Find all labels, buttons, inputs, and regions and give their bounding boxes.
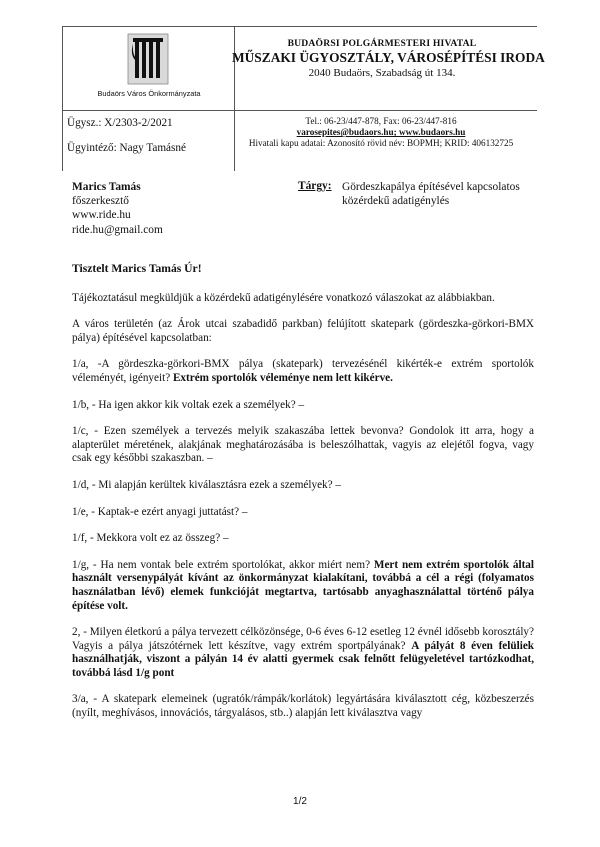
office-block — [232, 38, 545, 79]
case-number: Ügysz.: X/2303-2/2021 — [67, 117, 173, 129]
question-3a: 3/a, - A skatepark elemeinek (ugratók/rámpák/korlátok) legyártására kiválasztott cég, közbeszerzés (nyílt, meghívásos, innovációs, tárgyalásos, stb..) alapján lett kiválasztva vagy — [72, 693, 534, 720]
addressee-block — [72, 180, 163, 237]
question-text: 2, - Milyen életkorú a pálya tervezett célközönsége, 0-6 éves 6-12 esetleg 12 évnél idősebb korosztály? Vagyis a pálya játszótérnek lett készítve, vagy extrém sportpályának? — [72, 626, 534, 652]
question-text: 1/a, -A gördeszka-görkori-BMX pálya (skatepark) tervezésénél kikérték-e extrém sportolók véleményét, igényeit? — [72, 358, 534, 384]
department-name: MŰSZAKI ÜGYOSZTÁLY, VÁROSÉPÍTÉSI IRODA — [232, 50, 545, 65]
office-address: 2040 Budaörs, Szabadság út 134. — [308, 67, 456, 79]
question-1g — [72, 559, 534, 613]
case-handler: Ügyintéző: Nagy Tamásné — [67, 142, 186, 154]
question-1e: 1/e, - Kaptak-e ezért anyagi juttatást? – — [72, 505, 248, 518]
answer-text: A pályát 8 éven felüliek használhatják, viszont a pályán 14 év alatti gyermek csak felnőtt felügyeletével tartózkodhat, továbbá lásd 1/g pont — [72, 639, 535, 679]
question-2 — [72, 626, 534, 680]
answer-text: Mert nem extrém sportolók által használt versenypályát kívánt az önkormányzat kialakítani, továbbá a cél a régi (folyamatos használatban lévő) elemek funkcióját megtartva, tartósabb anyaghasználattal történő pálya építése volt. — [72, 558, 535, 612]
subject-label: Tárgy: — [298, 180, 332, 192]
greeting: Tisztelt Marics Tamás Úr! — [72, 262, 202, 275]
answer-text: Extrém sportolók véleménye nem lett kikérve. — [172, 371, 393, 384]
question-1c: 1/c, - Ezen személyek a tervezés melyik szakaszába lettek bevonva? Gondolok itt arra, hogy a alapterület méretének, alakjának meghatározásába is beleszólhattak, vagyis az elejétől fogva, vagy csak egy későbbi szakaszban. – — [72, 425, 534, 465]
paragraph: A város területén (az Árok utcai szabadidő parkban) felújított skatepark (gördeszka-görkori-BMX pálya) építésével kapcsolatban: — [72, 318, 534, 344]
office-name: BUDAÖRSI POLGÁRMESTERI HIVATAL — [287, 38, 477, 49]
question-text: 1/g, - Ha nem vontak bele extrém sportolókat, akkor miért nem? — [72, 558, 371, 571]
addressee-website: www.ride.hu — [72, 209, 131, 222]
contact-phone: Tel.: 06-23/447-878, Fax: 06-23/447-816 — [305, 116, 457, 126]
addressee-title: főszerkesztő — [72, 195, 129, 208]
letter-body — [72, 262, 534, 721]
paragraph: Tájékoztatásul megküldjük a közérdekű adatigénylésére vonatkozó válaszokat az alábbiakban. — [72, 291, 495, 304]
subject-text: Gördeszkapálya építésével kapcsolatos közérdekű adatigénylés — [342, 181, 520, 208]
page-number: 1/2 — [293, 796, 307, 807]
contact-portal: Hivatali kapu adatai: Azonosító rövid név: BOPMH; KRID: 406132725 — [248, 138, 514, 149]
question-1d: 1/d, - Mi alapján kerültek kiválasztásra ezek a személyek? – — [72, 478, 342, 491]
contact-links[interactable]: varosepites@budaors.hu; www.budaors.hu — [296, 127, 466, 138]
question-1f: 1/f, - Mekkora volt ez az összeg? – — [72, 532, 229, 545]
municipality-caption: Budaörs Város Önkormányzata — [97, 89, 201, 98]
contact-block — [236, 116, 526, 150]
addressee-name: Marics Tamás — [72, 181, 141, 193]
question-1a — [72, 358, 534, 385]
question-1b: 1/b, - Ha igen akkor kik voltak ezek a személyek? – — [72, 398, 305, 411]
addressee-email: ride.hu@gmail.com — [72, 223, 163, 236]
letterhead-divider — [63, 110, 537, 111]
